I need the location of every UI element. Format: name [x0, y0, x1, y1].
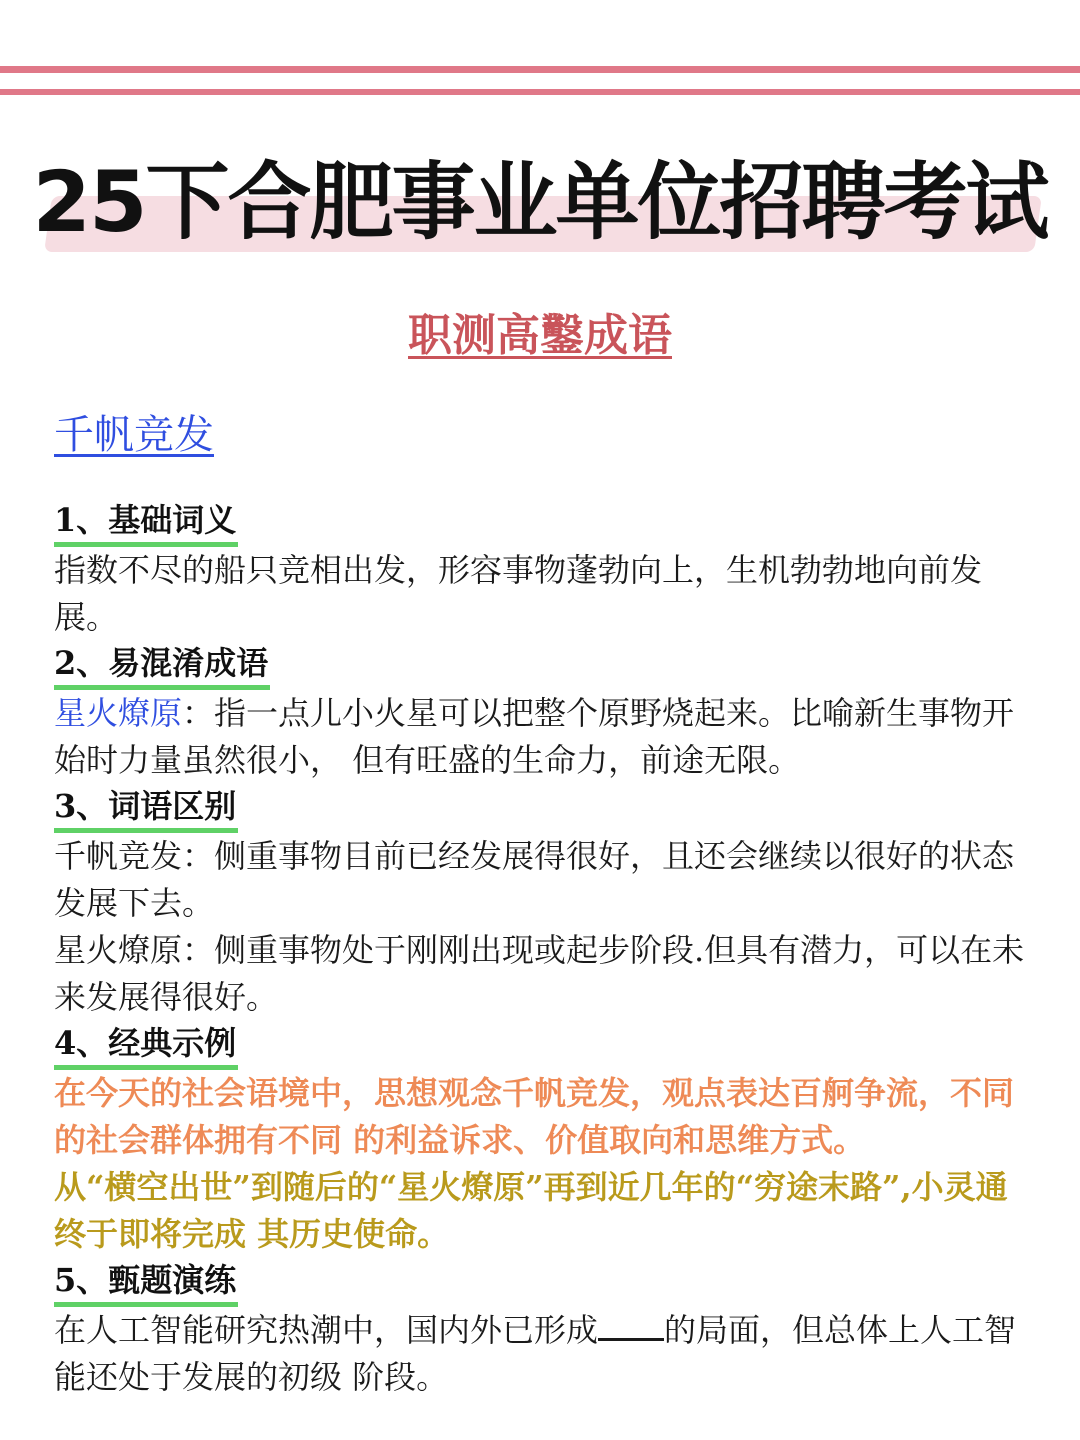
top-divider-line-secondary: [0, 89, 1080, 95]
section-practice-question: [54, 1258, 1034, 1401]
answer-blank: [598, 1308, 664, 1341]
example-sentence-1: 在今天的社会语境中，思想观念千帆竞发，观点表达百舸争流，不同的社会群体拥有不同 的利益诉求、价值取向和思维方式。: [54, 1074, 1015, 1159]
section-text: 指数不尽的船只竞相出发，形容事物蓬勃向上，生机勃勃地向前发展。: [54, 551, 983, 636]
top-divider-line: [0, 66, 1080, 73]
difference-line-1: 千帆竞发：侧重事物目前已经发展得很好，且还会继续以很好的状态发展下去。: [54, 837, 1015, 922]
section-heading: 2、易混淆成语: [54, 641, 270, 690]
section-heading: 5、甄题演练: [54, 1258, 238, 1307]
section-basic-meaning: [54, 498, 1034, 641]
page-title: 25下合肥事业单位招聘考试: [32, 153, 1048, 251]
page-subtitle: 职测高鑿成语: [408, 310, 672, 361]
section-confusable-idiom: [54, 641, 1034, 784]
question-part-1: 在人工智能研究热潮中，国内外已形成: [54, 1311, 599, 1349]
section-heading: 1、基础词义: [54, 498, 238, 547]
section-heading: 4、经典示例: [54, 1021, 238, 1070]
question-part-2: 的局面，但总体上人工智能还处于发展的初级 阶段。: [54, 1311, 1017, 1396]
idiom-title-link[interactable]: 千帆竞发: [54, 412, 214, 458]
section-classic-examples: [54, 1021, 1034, 1258]
difference-line-2: 星火燎原：侧重事物处于刚刚出现或起步阶段.但具有潜力，可以在未来发展得很好。: [54, 931, 1025, 1016]
section-text: [54, 690, 1034, 784]
content-body: [54, 498, 1034, 1401]
section-word-difference: [54, 784, 1034, 1021]
section-heading: 3、词语区别: [54, 784, 238, 833]
example-sentence-2: 从“横空出世”到随后的“星火燎原”再到近几年的“穷途末路”,小灵通终于即将完成 其历史使命。: [54, 1168, 1008, 1253]
confusable-definition: ：指一点儿小火星可以把整个原野烧起来。比喻新生事物开始时力量虽然很小， 但有旺盛的生命力，前途无限。: [54, 694, 1015, 779]
practice-question-text: [54, 1307, 1034, 1401]
confusable-term: 星火燎原: [54, 694, 183, 732]
